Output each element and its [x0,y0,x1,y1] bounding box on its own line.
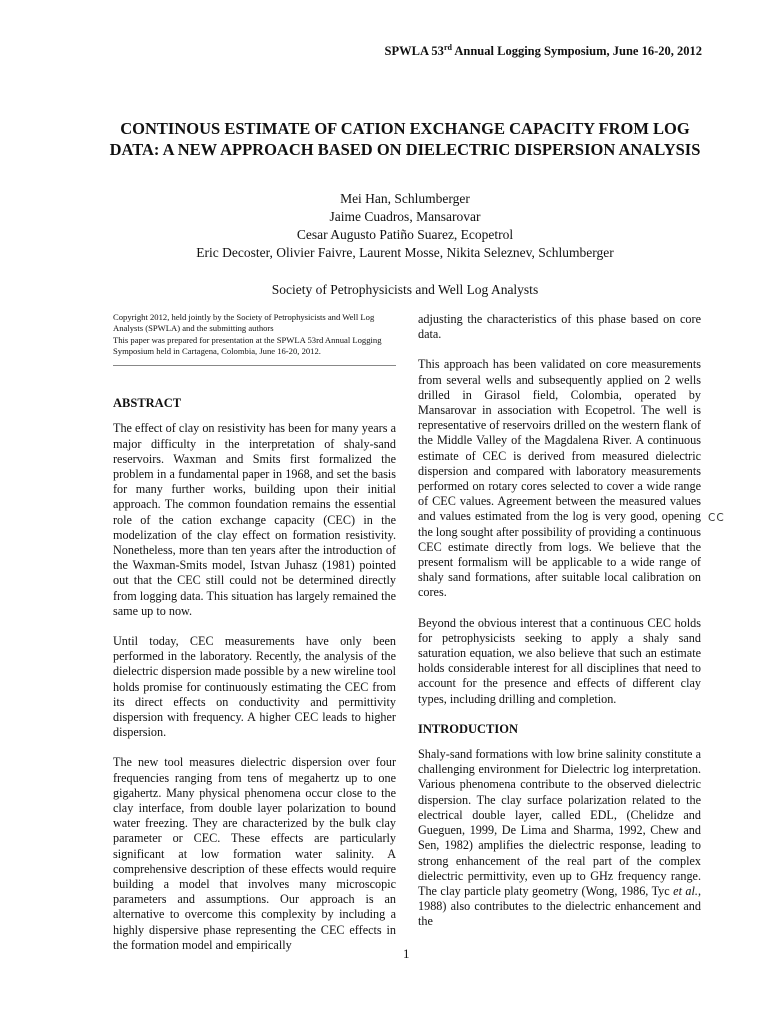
abstract-paragraph-5: Beyond the obvious interest that a continuous CEC holds for petrophysicists seeking to apply a shaly sand saturation equation, we also believe that such an estimate holds considerable interest for all disciplines that need to account for the presence and effects of different clay types, including drilling and completion. [418,615,701,706]
right-column [418,312,701,930]
author-line: Jaime Cuadros, Mansarovar [329,209,481,224]
header-text-after: Annual Logging Symposium, June 16-20, 2012 [451,44,702,58]
page-number: 1 [403,946,410,961]
abstract-paragraph-2: Until today, CEC measurements have only been performed in the laboratory. Recently, the analysis of the dielectric dispersion made possible by a new wireline tool holds promise for continuously estimating the CEC from its direct effects on conductivity and permittivity dispersion with frequency. A higher CEC leads to higher dispersion. [113,634,396,740]
author-line: Eric Decoster, Olivier Faivre, Laurent Mosse, Nikita Seleznev, Schlumberger [196,245,614,260]
author-line: Cesar Augusto Patiño Suarez, Ecopetrol [296,227,514,242]
running-header [385,44,702,59]
intro-text: Shaly-sand formations with low brine salinity constitute a challenging environment for Dielectric log interpretation. Various phenomena contribute to the observed dielectric dispersion. The clay surface polarization related to the electrical double layer, called EDL, (Chelidze and Gueguen, 1999, De Lima and Sharma, 1992, Chew and Sen, 1982) amplifies the dielectric response, leading to strong enhancement of the real part of the complex dielectric permittivity, even up to GHz frequency range. The clay particle platy geometry (Wong, 1986, Tyc [418,747,701,898]
header-text-before: SPWLA 53 [384,44,444,58]
paper-title: CONTINOUS ESTIMATE OF CATION EXCHANGE CAPACITY FROM LOG DATA: A NEW APPROACH BASED ON DIELECTRIC DISPERSION ANALYSIS [109,119,701,159]
left-column [113,312,396,953]
abstract-continuation: adjusting the characteristics of this phase based on core data. [418,312,701,342]
intro-text-end: , 1988) also contributes to the dielectric enhancement and the [418,883,701,929]
header-superscript: rd [443,42,452,52]
abstract-paragraph-3: The new tool measures dielectric dispersion over four frequencies ranging from tens of megahertz up to one gigahertz. Many physical phenomena occur close to the clay interface, from double layer polarization to bound water freezing. They are characterized by the bulk clay parameter or CEC. These effects are particularly significant at low formation water salinity. A comprehensive description of these effects would require building a model that involves many microscopic parameters and assumptions. Our approach is an alternative to overcome this complexity by including a highly dispersive phase representing the CEC effects in the formation model and empirically [113,755,396,952]
introduction-paragraph [418,747,701,929]
society-name: Society of Petrophysicists and Well Log Analysts [271,282,539,297]
abstract-heading: ABSTRACT [113,396,182,411]
copyright-notice: Copyright 2012, held jointly by the Society of Petrophysicists and Well Log Analysts (SPWLA) and the submitting authors This paper was prepared for presentation at the SPWLA 53rd Annual Logging Symposium held in Cartagena, Colombia, June 16-20, 2012. [113,312,396,366]
intro-italic-text: et al. [673,883,698,898]
abstract-paragraph-4: This approach has been validated on core measurements from several wells and subsequently applied on 2 wells drilled in Girasol field, Colombia, operated by Mansarovar in association with Ecopetrol. The well is representative of reservoirs drilled on the western flank of the Middle Valley of the Magdalena River. A continuous estimate of CEC is derived from measured dielectric dispersion and compared with laboratory measurements performed on rotary cores selected to cover a wide range of CEC values. Agreement between the measured values and values estimated from the log is very good, opening the long sought after possibility of providing a continuous CEC estimate directly from logs. We believe that the present formalism will be applicable to a wide range of shaly sand formations, after suitable local calibration on cores. [418,357,701,600]
margin-annotation: CC [708,512,725,524]
introduction-heading: INTRODUCTION [418,721,519,736]
author-line: Mei Han, Schlumberger [340,191,470,206]
author-list [90,190,720,262]
abstract-paragraph-1: The effect of clay on resistivity has been for many years a major difficulty in the interpretation of shaly-sand reservoirs. Waxman and Smits first formalized the problem in a fundamental paper in 1968, and set the basis for many further works, building upon their initial approach. The common foundation remains the essential role of the cation exchange capacity (CEC) in the modelization of the clay effect on formation resistivity. Nonetheless, more than ten years after the introduction of the Waxman-Smits model, Istvan Juhasz (1981) pointed out that the CEC still could not be determined directly from logging data. This situation has largely remained the same up to now. [113,421,396,618]
